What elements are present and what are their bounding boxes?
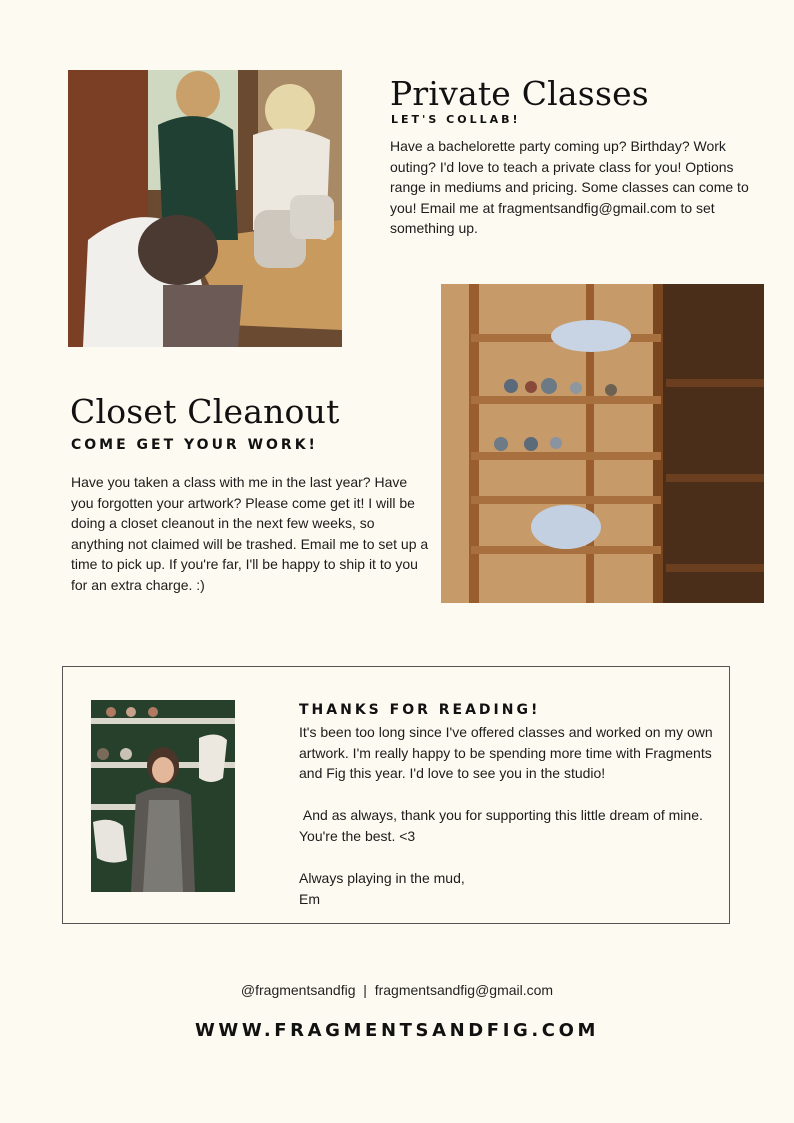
private-classes-body: Have a bachelorette party coming up? Birthday? Work outing? I'd love to teach a private class for you! Options range in mediums and pricing. Some classes can come to you! Email me at fragmentsandfig@gmail.com to set something up. [390, 138, 749, 237]
private-classes-title: Private Classes [390, 74, 649, 113]
thanks-signature: Em [299, 891, 320, 907]
closet-cleanout-title: Closet Cleanout [70, 392, 340, 431]
thanks-heading: THANKS FOR READING! [299, 702, 541, 718]
website-link[interactable]: WWW.FRAGMENTSANDFIG.COM [194, 1020, 600, 1041]
closet-cleanout-subtitle: COME GET YOUR WORK! [71, 437, 318, 453]
thanks-paragraph-2: And as always, thank you for supporting this little dream of mine. You're the best. <3 [299, 807, 707, 844]
private-classes-subtitle: LET'S COLLAB! [391, 113, 521, 126]
class-photo [68, 70, 342, 347]
thanks-signoff: Always playing in the mud, [299, 870, 465, 886]
thanks-paragraph-1: It's been too long since I've offered classes and worked on my own artwork. I'm really happy to be spending more time with Fragments and Fig this year. I'd love to see you in the studio! [299, 724, 713, 782]
em-photo [91, 700, 235, 892]
footer-contact: @fragmentsandfig | fragmentsandfig@gmail.com [240, 982, 554, 998]
closet-shelves-photo [441, 284, 764, 603]
closet-cleanout-body: Have you taken a class with me in the last year? Have you forgotten your artwork? Please come get it! I will be doing a closet cleanout in the next few weeks, so anything not claimed will be trashed. Email me to set up a time to pick up. If you're far, I'll be happy to ship it to you for an extra charge. :) [71, 474, 429, 593]
